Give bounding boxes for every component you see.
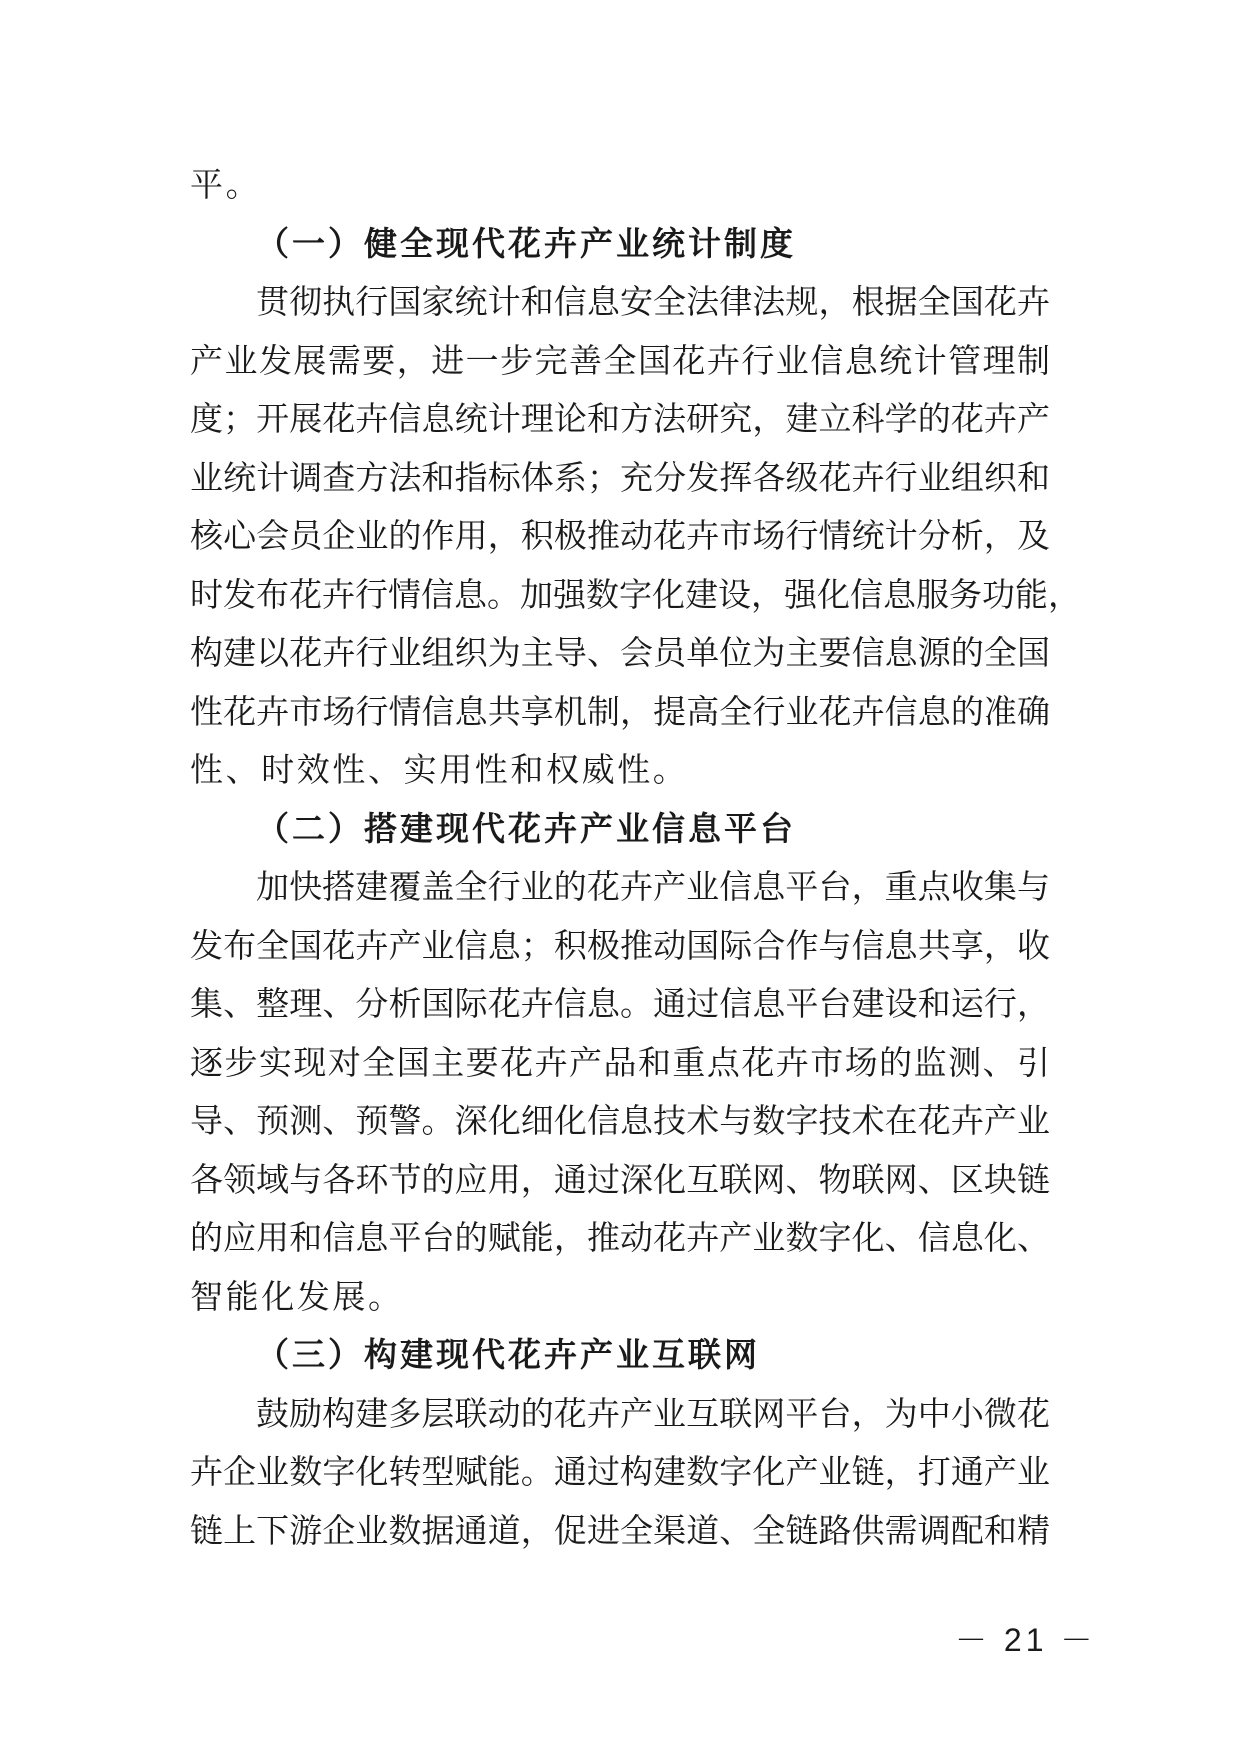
paragraph-line: 贯彻执行国家统计和信息安全法律法规，根据全国花卉 xyxy=(256,282,1050,321)
paragraph-line: 业统计调查方法和指标体系；充分发挥各级花卉行业组织和 xyxy=(190,457,1050,497)
paragraph-line: 加快搭建覆盖全行业的花卉产业信息平台，重点收集与 xyxy=(256,867,1050,906)
paragraph-line: 平。 xyxy=(190,165,262,204)
paragraph-line: 各领域与各环节的应用，通过深化互联网、物联网、区块链 xyxy=(190,1159,1050,1199)
section-heading: （一）健全现代花卉产业统计制度 xyxy=(256,223,796,263)
paragraph-line: 核心会员企业的作用，积极推动花卉市场行情统计分析，及 xyxy=(190,516,1050,555)
paragraph-line: 逐步实现对全国主要花卉产品和重点花卉市场的监测、引 xyxy=(190,1042,1050,1082)
document-body xyxy=(190,156,1081,1560)
paragraph-line: 集、整理、分析国际花卉信息。通过信息平台建设和运行， xyxy=(190,984,1050,1023)
paragraph-line: 性、时效性、实用性和权威性。 xyxy=(190,750,689,789)
page-number: － 21 － xyxy=(955,1622,1097,1658)
paragraph-line: 性花卉市场行情信息共享机制，提高全行业花卉信息的准确 xyxy=(190,691,1050,731)
paragraph-line: 卉企业数字化转型赋能。通过构建数字化产业链，打通产业 xyxy=(190,1452,1050,1491)
paragraph-line: 链上下游企业数据通道，促进全渠道、全链路供需调配和精 xyxy=(190,1510,1050,1550)
paragraph-line: 导、预测、预警。深化细化信息技术与数字技术在花卉产业 xyxy=(190,1101,1050,1140)
paragraph-line: 智能化发展。 xyxy=(190,1276,404,1316)
paragraph-line: 时发布花卉行情信息。加强数字化建设，强化信息服务功能， xyxy=(190,574,1081,614)
paragraph-line: 鼓励构建多层联动的花卉产业互联网平台，为中小微花 xyxy=(256,1393,1050,1433)
paragraph-line: 的应用和信息平台的赋能，推动花卉产业数字化、信息化、 xyxy=(190,1218,1050,1257)
section-heading: （二）搭建现代花卉产业信息平台 xyxy=(256,808,796,848)
section-heading: （三）构建现代花卉产业互联网 xyxy=(256,1335,760,1374)
paragraph-line: 度；开展花卉信息统计理论和方法研究，建立科学的花卉产 xyxy=(190,399,1050,438)
paragraph-line: 构建以花卉行业组织为主导、会员单位为主要信息源的全国 xyxy=(190,633,1050,672)
paragraph-line: 发布全国花卉产业信息；积极推动国际合作与信息共享，收 xyxy=(190,925,1050,965)
paragraph-line: 产业发展需要，进一步完善全国花卉行业信息统计管理制 xyxy=(190,340,1050,380)
